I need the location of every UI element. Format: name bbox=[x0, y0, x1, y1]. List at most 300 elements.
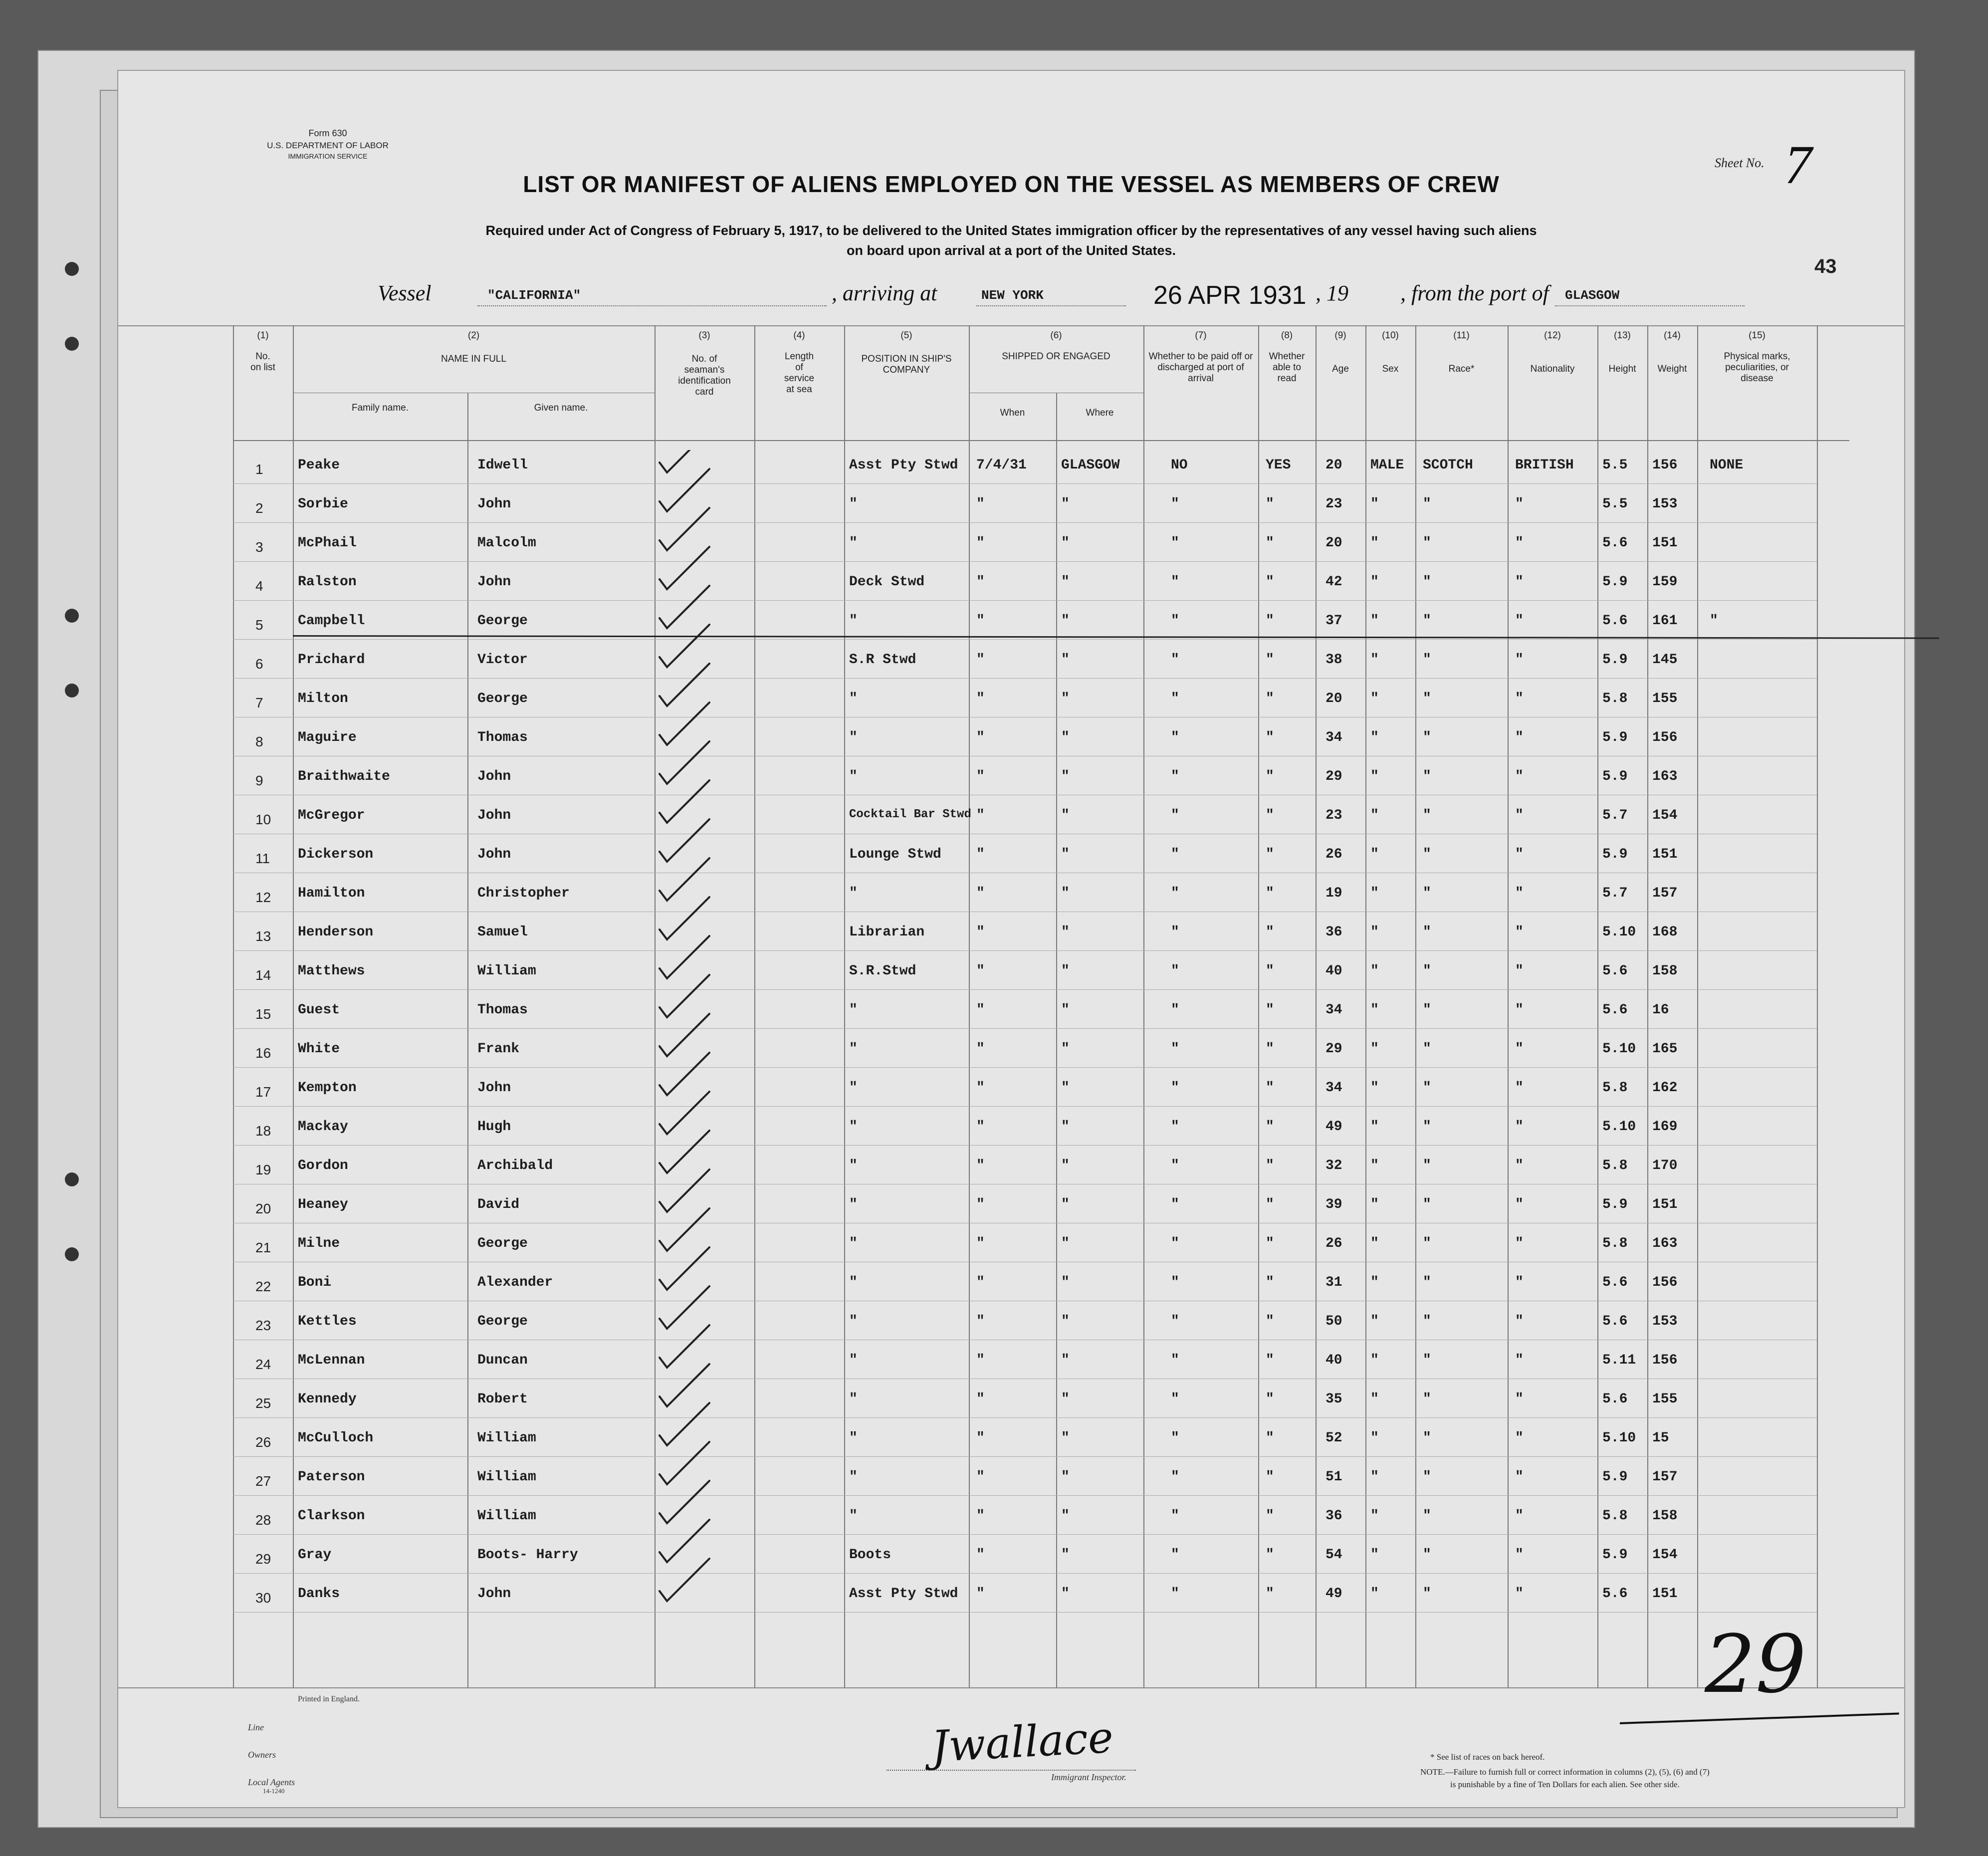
sex-cell: " bbox=[1370, 1158, 1379, 1173]
nationality-cell: " bbox=[1515, 847, 1524, 862]
subcolumn-rule bbox=[467, 393, 468, 1687]
able-to-read-cell: " bbox=[1266, 1547, 1274, 1563]
row-rule bbox=[233, 561, 1817, 562]
weight-cell: 156 bbox=[1652, 458, 1678, 473]
shipped-where-cell: " bbox=[1061, 769, 1070, 784]
height-cell: 5.10 bbox=[1602, 1119, 1636, 1135]
sex-cell: " bbox=[1370, 1586, 1379, 1602]
paid-off-cell: " bbox=[1171, 1275, 1179, 1290]
position-cell: " bbox=[849, 1508, 858, 1524]
age-cell: 51 bbox=[1325, 1469, 1342, 1485]
able-to-read-cell: " bbox=[1266, 652, 1274, 668]
nationality-cell: " bbox=[1515, 1353, 1524, 1368]
paid-off-cell: " bbox=[1171, 1158, 1179, 1173]
nationality-cell: " bbox=[1515, 1430, 1524, 1446]
row-number: 11 bbox=[255, 851, 270, 866]
height-cell: 5.6 bbox=[1602, 1275, 1628, 1290]
age-cell: 31 bbox=[1325, 1275, 1342, 1290]
paid-off-cell: " bbox=[1171, 1508, 1179, 1524]
port-underline bbox=[976, 305, 1126, 306]
checkmark bbox=[660, 975, 709, 1017]
col7-label: Whether to be paid off or discharged at port of arrival bbox=[1148, 351, 1253, 384]
row-number: 14 bbox=[255, 967, 271, 983]
sex-cell: MALE bbox=[1370, 458, 1404, 473]
age-cell: 49 bbox=[1325, 1119, 1342, 1135]
col6b-header: Where bbox=[1086, 408, 1114, 418]
from-port-label: , from the port of bbox=[1400, 281, 1549, 305]
nationality-cell: " bbox=[1515, 1392, 1524, 1407]
fine-note: is punishable by a fine of Ten Dollars for each alien. See other side. bbox=[1450, 1780, 1680, 1789]
race-cell: " bbox=[1423, 1197, 1431, 1212]
col7-number: (7) bbox=[1195, 330, 1207, 341]
checkmark bbox=[660, 1014, 709, 1056]
age-cell: 40 bbox=[1325, 1353, 1342, 1368]
weight-cell: 157 bbox=[1652, 1469, 1678, 1485]
from-port-underline bbox=[1555, 305, 1745, 306]
age-cell: 29 bbox=[1325, 769, 1342, 784]
height-cell: 5.6 bbox=[1602, 963, 1628, 979]
position-cell: Librarian bbox=[849, 925, 925, 940]
given-name-cell: William bbox=[477, 1469, 536, 1485]
paid-off-cell: " bbox=[1171, 652, 1179, 668]
sex-cell: " bbox=[1370, 1080, 1379, 1096]
col9-header bbox=[1316, 330, 1365, 375]
race-cell: " bbox=[1423, 691, 1431, 706]
sheet-number: 7 bbox=[1784, 134, 1812, 195]
age-cell: 29 bbox=[1325, 1041, 1342, 1057]
checkmark bbox=[660, 1247, 709, 1290]
family-name-cell: Sorbie bbox=[298, 496, 348, 512]
shipped-when-cell: " bbox=[976, 1119, 985, 1135]
col14-label: Weight bbox=[1657, 364, 1687, 374]
shipped-where-cell: " bbox=[1061, 925, 1070, 940]
sex-cell: " bbox=[1370, 1275, 1379, 1290]
row-rule bbox=[233, 678, 1817, 679]
given-name-cell: Samuel bbox=[477, 925, 528, 940]
sex-cell: " bbox=[1370, 535, 1379, 551]
weight-cell: 151 bbox=[1652, 847, 1678, 862]
row-number: 8 bbox=[255, 734, 263, 749]
sex-cell: " bbox=[1370, 1547, 1379, 1563]
row-rule bbox=[233, 1417, 1817, 1418]
total-count: 29 bbox=[1705, 1618, 1806, 1711]
shipped-where-cell: " bbox=[1061, 847, 1070, 862]
sex-cell: " bbox=[1370, 1392, 1379, 1407]
col1-number: (1) bbox=[257, 330, 269, 341]
shipped-where-cell: " bbox=[1061, 886, 1070, 901]
checkmark bbox=[660, 858, 709, 901]
family-name-cell: Kettles bbox=[298, 1314, 357, 1329]
col9-label: Age bbox=[1332, 364, 1349, 374]
given-name-cell: John bbox=[477, 808, 511, 823]
paid-off-cell: " bbox=[1171, 1469, 1179, 1485]
given-name-cell: David bbox=[477, 1197, 520, 1212]
nationality-cell: " bbox=[1515, 769, 1524, 784]
race-cell: " bbox=[1423, 535, 1431, 551]
sex-cell: " bbox=[1370, 808, 1379, 823]
family-name-cell: Milne bbox=[298, 1236, 340, 1251]
row-rule bbox=[233, 1573, 1817, 1574]
nationality-cell: " bbox=[1515, 1236, 1524, 1251]
able-to-read-cell: " bbox=[1266, 535, 1274, 551]
row-rule bbox=[233, 522, 1817, 523]
checkmark bbox=[660, 664, 709, 706]
checkmark bbox=[660, 1053, 709, 1095]
shipped-when-cell: " bbox=[976, 496, 985, 512]
nationality-cell: " bbox=[1515, 574, 1524, 590]
shipped-when-cell: " bbox=[976, 1158, 985, 1173]
row-number: 13 bbox=[255, 928, 271, 944]
row-rule bbox=[233, 1612, 1817, 1613]
able-to-read-cell: " bbox=[1266, 1119, 1274, 1135]
weight-cell: 156 bbox=[1652, 1275, 1678, 1290]
sex-cell: " bbox=[1370, 652, 1379, 668]
nationality-cell: " bbox=[1515, 1469, 1524, 1485]
age-cell: 20 bbox=[1325, 535, 1342, 551]
checkmark bbox=[660, 508, 709, 550]
weight-cell: 151 bbox=[1652, 535, 1678, 551]
position-cell: " bbox=[849, 1392, 858, 1407]
races-note: * See list of races on back hereof. bbox=[1430, 1752, 1545, 1762]
checkmark bbox=[660, 1520, 709, 1562]
row-number: 26 bbox=[255, 1434, 271, 1450]
age-cell: 37 bbox=[1325, 613, 1342, 629]
row-number: 16 bbox=[255, 1045, 271, 1061]
race-cell: " bbox=[1423, 1275, 1431, 1290]
family-name-cell: Braithwaite bbox=[298, 769, 390, 784]
column-rule bbox=[969, 325, 970, 1687]
row-number: 27 bbox=[255, 1473, 271, 1489]
row-number: 23 bbox=[255, 1318, 271, 1333]
height-cell: 5.9 bbox=[1602, 730, 1628, 745]
position-cell: Deck Stwd bbox=[849, 574, 925, 590]
document-title: LIST OR MANIFEST OF ALIENS EMPLOYED ON THE VESSEL AS MEMBERS OF CREW bbox=[523, 171, 1500, 197]
agents-label: Local Agents bbox=[248, 1777, 295, 1787]
family-name-cell: Paterson bbox=[298, 1469, 365, 1485]
family-name-cell: Matthews bbox=[298, 963, 365, 979]
race-cell: " bbox=[1423, 1002, 1431, 1018]
shipped-when-cell: " bbox=[976, 1508, 985, 1524]
strike-through-line bbox=[293, 635, 1939, 639]
position-cell: " bbox=[849, 1158, 858, 1173]
weight-cell: 153 bbox=[1652, 1314, 1678, 1329]
form-code: 14-1240 bbox=[263, 1787, 285, 1795]
given-name-cell: George bbox=[477, 613, 528, 629]
position-cell: " bbox=[849, 1041, 858, 1057]
able-to-read-cell: " bbox=[1266, 1002, 1274, 1018]
row-number: 15 bbox=[255, 1006, 271, 1022]
position-cell: Asst Pty Stwd bbox=[849, 458, 958, 473]
given-name-cell: Thomas bbox=[477, 1002, 528, 1018]
checkmark bbox=[660, 1325, 709, 1368]
paid-off-cell: " bbox=[1171, 496, 1179, 512]
inspector-signature: Jwallace bbox=[930, 1712, 1115, 1772]
family-name-cell: McCulloch bbox=[298, 1430, 374, 1446]
given-name-cell: Hugh bbox=[477, 1119, 511, 1135]
punch-hole bbox=[65, 1247, 79, 1261]
able-to-read-cell: " bbox=[1266, 613, 1274, 629]
given-name-cell: Idwell bbox=[477, 458, 528, 473]
weight-cell: 156 bbox=[1652, 1353, 1678, 1368]
age-cell: 26 bbox=[1325, 1236, 1342, 1251]
page-number: 43 bbox=[1814, 255, 1837, 277]
shipped-when-cell: " bbox=[976, 1353, 985, 1368]
arrival-date-stamp: 26 APR 1931 bbox=[1153, 281, 1307, 310]
paid-off-cell: " bbox=[1171, 1430, 1179, 1446]
family-name-cell: McPhail bbox=[298, 535, 357, 551]
nationality-cell: " bbox=[1515, 1119, 1524, 1135]
col12-label: Nationality bbox=[1530, 364, 1575, 374]
height-cell: 5.5 bbox=[1602, 458, 1628, 473]
able-to-read-cell: " bbox=[1266, 925, 1274, 940]
given-name-cell: Thomas bbox=[477, 730, 528, 745]
nationality-cell: " bbox=[1515, 1275, 1524, 1290]
able-to-read-cell: " bbox=[1266, 1392, 1274, 1407]
row-number: 17 bbox=[255, 1084, 271, 1100]
checkmark bbox=[660, 586, 709, 628]
age-cell: 40 bbox=[1325, 963, 1342, 979]
nationality-cell: " bbox=[1515, 1080, 1524, 1096]
checkmark bbox=[660, 547, 709, 589]
able-to-read-cell: YES bbox=[1266, 458, 1291, 473]
paid-off-cell: " bbox=[1171, 1353, 1179, 1368]
checkmark bbox=[660, 780, 709, 823]
row-number: 30 bbox=[255, 1590, 271, 1606]
family-name-cell: Heaney bbox=[298, 1197, 348, 1212]
shipped-when-cell: " bbox=[976, 1002, 985, 1018]
shipped-when-cell: " bbox=[976, 535, 985, 551]
sex-cell: " bbox=[1370, 1469, 1379, 1485]
shipped-where-cell: " bbox=[1061, 730, 1070, 745]
family-name-cell: Ralston bbox=[298, 574, 357, 590]
height-cell: 5.6 bbox=[1602, 1314, 1628, 1329]
shipped-where-cell: " bbox=[1061, 535, 1070, 551]
checkmark bbox=[660, 1286, 709, 1329]
position-cell: " bbox=[849, 1275, 858, 1290]
checkmark bbox=[660, 1364, 709, 1406]
from-port: GLASGOW bbox=[1565, 288, 1620, 303]
checkmark bbox=[660, 1208, 709, 1251]
weight-cell: 154 bbox=[1652, 1547, 1678, 1563]
race-cell: " bbox=[1423, 1469, 1431, 1485]
punch-hole bbox=[65, 337, 79, 351]
age-cell: 32 bbox=[1325, 1158, 1342, 1173]
signature-line bbox=[886, 1770, 1136, 1771]
position-cell: Cocktail Bar Stwd bbox=[849, 808, 971, 821]
paid-off-cell: " bbox=[1171, 1392, 1179, 1407]
sex-cell: " bbox=[1370, 730, 1379, 745]
col14-number: (14) bbox=[1664, 330, 1681, 341]
age-cell: 36 bbox=[1325, 925, 1342, 940]
given-name-cell: Christopher bbox=[477, 886, 570, 901]
given-name-cell: John bbox=[477, 1080, 511, 1096]
position-cell: " bbox=[849, 1314, 858, 1329]
weight-cell: 145 bbox=[1652, 652, 1678, 668]
subcolumn-rule bbox=[1056, 393, 1057, 1687]
nationality-cell: " bbox=[1515, 925, 1524, 940]
table-bottom-rule bbox=[118, 1687, 1904, 1688]
paid-off-cell: NO bbox=[1171, 458, 1188, 473]
race-cell: " bbox=[1423, 808, 1431, 823]
shipped-when-cell: " bbox=[976, 808, 985, 823]
sex-cell: " bbox=[1370, 691, 1379, 706]
shipped-when-cell: " bbox=[976, 1547, 985, 1563]
weight-cell: 155 bbox=[1652, 1392, 1678, 1407]
shipped-where-cell: " bbox=[1061, 1041, 1070, 1057]
row-rule bbox=[233, 989, 1817, 990]
weight-cell: 162 bbox=[1652, 1080, 1678, 1096]
row-number: 5 bbox=[255, 617, 263, 633]
weight-cell: 159 bbox=[1652, 574, 1678, 590]
height-cell: 5.6 bbox=[1602, 535, 1628, 551]
given-name-cell: John bbox=[477, 1586, 511, 1602]
punch-hole bbox=[65, 684, 79, 697]
shipped-where-cell: " bbox=[1061, 1119, 1070, 1135]
height-cell: 5.9 bbox=[1602, 652, 1628, 668]
position-cell: " bbox=[849, 1119, 858, 1135]
nationality-cell: " bbox=[1515, 1314, 1524, 1329]
column-rule bbox=[1508, 325, 1509, 1687]
race-cell: " bbox=[1423, 1158, 1431, 1173]
col3-number: (3) bbox=[698, 330, 710, 341]
weight-cell: 151 bbox=[1652, 1197, 1678, 1212]
shipped-where-cell: " bbox=[1061, 1547, 1070, 1563]
shipped-when-cell: " bbox=[976, 1197, 985, 1212]
col9-number: (9) bbox=[1334, 330, 1346, 341]
height-cell: 5.10 bbox=[1602, 925, 1636, 940]
family-name-cell: Kennedy bbox=[298, 1392, 357, 1407]
col2b-header: Given name. bbox=[534, 403, 588, 413]
able-to-read-cell: " bbox=[1266, 496, 1274, 512]
col1-label: No. on list bbox=[250, 351, 275, 373]
column-rule bbox=[1258, 325, 1259, 1687]
age-cell: 26 bbox=[1325, 847, 1342, 862]
position-cell: " bbox=[849, 1197, 858, 1212]
col13-header bbox=[1597, 330, 1647, 375]
col4-header bbox=[754, 330, 844, 395]
age-cell: 49 bbox=[1325, 1586, 1342, 1602]
given-name-cell: William bbox=[477, 1508, 536, 1524]
family-name-cell: Maguire bbox=[298, 730, 357, 745]
form-number: Form 630 bbox=[308, 128, 347, 138]
weight-cell: 158 bbox=[1652, 963, 1678, 979]
position-cell: Boots bbox=[849, 1547, 891, 1563]
sex-cell: " bbox=[1370, 769, 1379, 784]
nationality-cell: BRITISH bbox=[1515, 458, 1574, 473]
col3-label: No. of seaman's identification card bbox=[678, 354, 731, 397]
height-cell: 5.9 bbox=[1602, 1197, 1628, 1212]
able-to-read-cell: " bbox=[1266, 1080, 1274, 1096]
row-number: 12 bbox=[255, 890, 271, 905]
punch-hole bbox=[65, 262, 79, 276]
family-name-cell: Peake bbox=[298, 458, 340, 473]
nationality-cell: " bbox=[1515, 1197, 1524, 1212]
family-name-cell: Boni bbox=[298, 1275, 332, 1290]
nationality-cell: " bbox=[1515, 1002, 1524, 1018]
family-name-cell: Milton bbox=[298, 691, 348, 706]
row-rule bbox=[233, 1067, 1817, 1068]
shipped-where-cell: " bbox=[1061, 1586, 1070, 1602]
shipped-where-cell: " bbox=[1061, 1392, 1070, 1407]
shipped-when-cell: " bbox=[976, 886, 985, 901]
able-to-read-cell: " bbox=[1266, 1586, 1274, 1602]
paid-off-cell: " bbox=[1171, 730, 1179, 745]
failure-note: NOTE.—Failure to furnish full or correct information in columns (2), (5), (6) and (7) bbox=[1420, 1767, 1710, 1777]
column-rule bbox=[1647, 325, 1648, 1687]
checkmark bbox=[660, 469, 709, 511]
able-to-read-cell: " bbox=[1266, 730, 1274, 745]
race-cell: " bbox=[1423, 1547, 1431, 1563]
height-cell: 5.10 bbox=[1602, 1041, 1636, 1057]
nationality-cell: " bbox=[1515, 1041, 1524, 1057]
shipped-when-cell: " bbox=[976, 730, 985, 745]
row-number: 20 bbox=[255, 1201, 271, 1216]
column-rule bbox=[1415, 325, 1416, 1687]
sex-cell: " bbox=[1370, 496, 1379, 512]
sex-cell: " bbox=[1370, 847, 1379, 862]
given-name-cell: Frank bbox=[477, 1041, 520, 1057]
age-cell: 34 bbox=[1325, 730, 1342, 745]
able-to-read-cell: " bbox=[1266, 886, 1274, 901]
height-cell: 5.8 bbox=[1602, 1236, 1628, 1251]
family-name-cell: Kempton bbox=[298, 1080, 357, 1096]
race-cell: " bbox=[1423, 1430, 1431, 1446]
paid-off-cell: " bbox=[1171, 808, 1179, 823]
sex-cell: " bbox=[1370, 1353, 1379, 1368]
able-to-read-cell: " bbox=[1266, 1508, 1274, 1524]
position-cell: " bbox=[849, 535, 858, 551]
shipped-where-cell: " bbox=[1061, 1469, 1070, 1485]
paid-off-cell: " bbox=[1171, 963, 1179, 979]
checkmark bbox=[660, 1169, 709, 1212]
given-name-cell: William bbox=[477, 963, 536, 979]
family-name-cell: Clarkson bbox=[298, 1508, 365, 1524]
shipped-where-cell: " bbox=[1061, 1314, 1070, 1329]
col11-number: (11) bbox=[1453, 330, 1470, 341]
inspector-label: Immigrant Inspector. bbox=[1051, 1772, 1126, 1782]
shipped-when-cell: " bbox=[976, 847, 985, 862]
row-rule bbox=[233, 1106, 1817, 1107]
row-rule bbox=[233, 1456, 1817, 1457]
paid-off-cell: " bbox=[1171, 925, 1179, 940]
column-rule bbox=[293, 325, 294, 1687]
col5-label: POSITION IN SHIP'S COMPANY bbox=[861, 354, 952, 375]
paid-off-cell: " bbox=[1171, 1197, 1179, 1212]
col12-number: (12) bbox=[1544, 330, 1561, 341]
nationality-cell: " bbox=[1515, 496, 1524, 512]
paid-off-cell: " bbox=[1171, 1002, 1179, 1018]
height-cell: 5.7 bbox=[1602, 808, 1628, 823]
shipped-when-cell: " bbox=[976, 691, 985, 706]
race-cell: " bbox=[1423, 1353, 1431, 1368]
col5-header bbox=[844, 330, 969, 376]
col10-header bbox=[1365, 330, 1415, 375]
age-cell: 38 bbox=[1325, 652, 1342, 668]
height-cell: 5.8 bbox=[1602, 1080, 1628, 1096]
col10-label: Sex bbox=[1382, 364, 1399, 374]
shipped-when-cell: 7/4/31 bbox=[976, 458, 1027, 473]
row-number: 24 bbox=[255, 1357, 271, 1372]
row-number: 18 bbox=[255, 1123, 271, 1139]
weight-cell: 168 bbox=[1652, 925, 1678, 940]
weight-cell: 15 bbox=[1652, 1430, 1669, 1446]
race-cell: " bbox=[1423, 730, 1431, 745]
able-to-read-cell: " bbox=[1266, 574, 1274, 590]
row-rule bbox=[233, 1028, 1817, 1029]
vessel-name: "CALIFORNIA" bbox=[487, 288, 581, 303]
given-name-cell: William bbox=[477, 1430, 536, 1446]
weight-cell: 156 bbox=[1652, 730, 1678, 745]
